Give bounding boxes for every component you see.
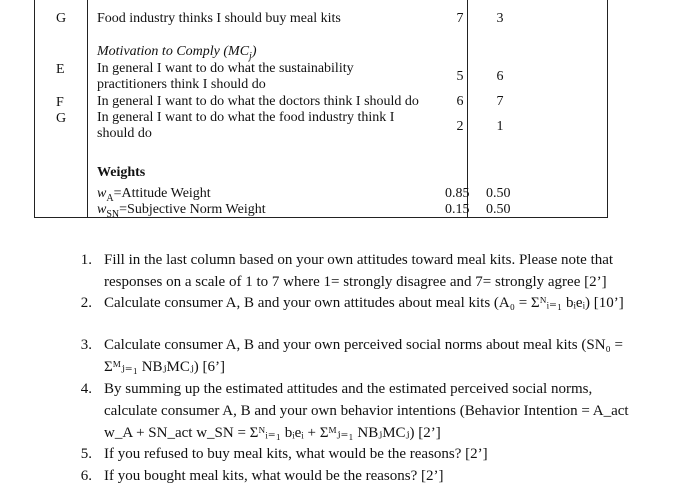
row-code: G [56, 111, 67, 126]
question-text: If you refused to buy meal kits, what would be the reasons? [2’] [104, 446, 488, 462]
consumer-b-value: 6 [496, 69, 504, 84]
section-heading: Motivation to Comply $(MC_j)$ [97, 44, 257, 62]
row-statement: In general I want to do what the doctors think I should do [97, 94, 419, 109]
question-number: 2. [80, 295, 92, 311]
row-statement: Food industry thinks I should buy meal kits [97, 11, 341, 26]
row-statement: In general I want to do what the food industry think I [97, 110, 395, 125]
row-statement: In general I want to do what the sustainability [97, 61, 354, 76]
question-number: 1. [80, 252, 92, 268]
consumer-a-value: 7 [456, 11, 464, 26]
table-divider [87, 0, 88, 217]
question-number: 3. [80, 337, 92, 353]
row-code: F [56, 95, 64, 110]
question-text: Calculate consumer A, B and your own attitudes about meal kits (A₀ = Σᴺᵢ₌₁ bᵢeᵢ) [10’] [104, 295, 624, 311]
consumer-a-value: 5 [456, 69, 464, 84]
row-code: G [56, 11, 67, 26]
attitude-weight-b: 0.50 [486, 186, 511, 201]
norm-weight-a: 0.15 [445, 202, 470, 217]
norm-weight-b: 0.50 [486, 202, 511, 217]
consumer-b-value: 1 [496, 119, 504, 134]
question-text: If you bought meal kits, what would be the reasons? [2’] [104, 468, 444, 484]
row-statement-cont: should do [97, 126, 152, 141]
question-number: 6. [80, 468, 92, 484]
weights-heading: Weights [97, 165, 146, 180]
question-text: Fill in the last column based on your own attitudes toward meal kits. Please note that responses on a scale of 1 to 7 where 1= strongly disagree and 7= strongly agree [2’] [104, 252, 614, 290]
question-text: Calculate consumer A, B and your own perceived social norms about meal kits (SN₀ = Σᴹⱼ₌₁ NBⱼMCⱼ) [6’] [104, 337, 623, 375]
attitude-weight-label: $w_A=Attitude$ Weight [97, 186, 211, 204]
consumer-b-value: 3 [496, 11, 504, 26]
question-number: 4. [80, 381, 92, 397]
question-text: By summing up the estimated attitudes and the estimated perceived social norms, calculate consumer A, B and your own behavior intentions (Behavior Intention = A_act w_A + SN_act w_SN = Σᴺᵢ₌₁ bᵢeᵢ + Σᴹⱼ₌₁ NBⱼMCⱼ) [2’] [104, 381, 629, 441]
norm-weight-label: $w_{SN}=Subjective$ Norm Weight [97, 202, 266, 220]
row-code: E [56, 62, 65, 77]
row-statement-cont: practitioners think I should do [97, 77, 266, 92]
consumer-a-value: 2 [456, 119, 464, 134]
attitude-weight-a: 0.85 [445, 186, 470, 201]
consumer-b-value: 7 [496, 94, 504, 109]
question-number: 5. [80, 446, 92, 462]
consumer-a-value: 6 [456, 94, 464, 109]
